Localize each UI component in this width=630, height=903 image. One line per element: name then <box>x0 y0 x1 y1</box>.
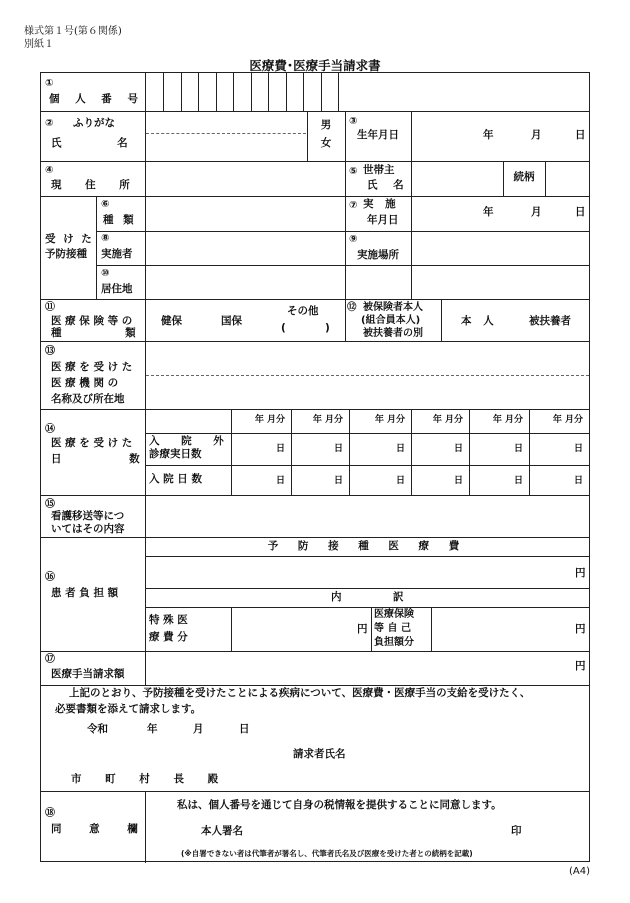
day-count-cell[interactable]: 日 <box>573 476 583 486</box>
impl-year-label: 年 <box>483 206 494 218</box>
self-burden-label-1: 医療保険 <box>374 609 414 620</box>
transport-label-2: いてはその内容 <box>51 523 125 535</box>
vaccination-group-label-1: 受 け た <box>45 233 94 245</box>
other-option[interactable]: その他 <box>287 305 319 317</box>
implementer-label: 実施者 <box>101 248 133 260</box>
consent-statement: 私は、個人番号を通じて自身の税情報を提供することに同意します。 <box>177 799 502 811</box>
outpatient-label-1: 入 院 外 <box>149 435 224 447</box>
row13-number: ⑬ <box>45 346 55 357</box>
transport-field[interactable] <box>146 496 589 536</box>
month-column-header: 年 月分 <box>312 415 343 425</box>
form-number: 様式第１号(第６関係) <box>24 26 122 37</box>
residence-label: 居住地 <box>101 283 133 295</box>
page-title: 医療費･医療手当請求書 <box>249 58 381 73</box>
insured-label-2: (組合員本人) <box>361 315 421 326</box>
other-paren-right: ) <box>325 322 330 334</box>
facility-label-1: 医 療 を 受 け た <box>51 361 133 373</box>
facility-label-3: 名称及び所在地 <box>51 393 125 405</box>
total-yen-label: 円 <box>575 567 586 579</box>
self-burden-label-3: 負担額分 <box>374 637 414 648</box>
implementation-place-field[interactable] <box>412 232 589 264</box>
self-burden-yen: 円 <box>575 623 586 635</box>
day-count-cell[interactable]: 日 <box>453 444 463 454</box>
kokuho-option[interactable]: 国保 <box>221 315 242 327</box>
paper-size: (A4) <box>568 866 590 877</box>
birth-day-label: 日 <box>575 129 586 141</box>
vaccination-medical-cost-heading: 予 防 接 種 医 療 費 <box>267 540 468 552</box>
self-signature-label: 本人署名 <box>201 825 243 837</box>
individual-number-label: 個 人 番 号 <box>49 93 144 105</box>
patient-burden-label: 患 者 負 担 額 <box>51 587 119 599</box>
claim-day-label: 日 <box>239 723 250 735</box>
day-count-cell[interactable]: 日 <box>275 476 285 486</box>
address-field[interactable] <box>146 162 344 195</box>
day-count-cell[interactable]: 日 <box>395 444 405 454</box>
allowance-field[interactable] <box>146 652 571 684</box>
statement-line-1: 上記のとおり、予防接種を受けたことによる疾病について、医療費・医療手当の支給を受けたく、 <box>69 687 531 699</box>
row9-number: ⑨ <box>349 234 358 245</box>
male-option[interactable]: 男 <box>320 119 332 131</box>
transport-label-1: 看護移送等につ <box>51 510 125 522</box>
claim-form <box>40 72 590 862</box>
claim-month-label: 月 <box>193 723 204 735</box>
breakdown-label-b: 訳 <box>393 591 404 603</box>
implementation-place-label: 実施場所 <box>357 249 399 261</box>
day-count-cell[interactable]: 日 <box>453 476 463 486</box>
claim-year-label: 年 <box>147 723 158 735</box>
implementer-field[interactable] <box>146 232 344 264</box>
row15-number: ⑮ <box>45 499 55 510</box>
impl-month-label: 月 <box>531 206 542 218</box>
row10-number: ⑩ <box>101 268 110 279</box>
address-label: 現 住 所 <box>51 179 130 191</box>
month-column-header: 年 月分 <box>552 415 583 425</box>
claimant-name-field[interactable] <box>356 743 581 763</box>
kenpo-option[interactable]: 健保 <box>161 315 182 327</box>
household-head-name-label: 氏 名 <box>367 179 404 191</box>
implementation-date-label-2: 年月日 <box>367 214 399 226</box>
dependent-option[interactable]: 被扶養者 <box>529 315 571 327</box>
days-label-2: 日 数 <box>51 453 140 465</box>
row16-number: ⑯ <box>45 572 55 583</box>
other-paren-left: ( <box>281 322 286 334</box>
furigana-label: ふりがな <box>73 117 115 129</box>
row4-number: ④ <box>45 165 54 176</box>
residence-field[interactable] <box>146 266 589 298</box>
claimant-name-label: 請求者氏名 <box>293 748 346 760</box>
day-count-cell[interactable]: 日 <box>395 476 405 486</box>
row3-number: ③ <box>349 116 358 127</box>
statement-line-2: 必要書類を添えて請求します。 <box>55 703 202 715</box>
birthdate-label: 生年月日 <box>357 129 399 141</box>
day-count-cell[interactable]: 日 <box>513 444 523 454</box>
insurance-type-label-1: 医 療 保 険 等 の <box>51 315 133 327</box>
day-count-cell[interactable]: 日 <box>275 444 285 454</box>
impl-day-label: 日 <box>575 206 586 218</box>
breakdown-label-a: 内 <box>331 591 342 603</box>
consent-label: 同 意 欄 <box>51 823 138 835</box>
individual-number-boxes[interactable] <box>146 73 338 110</box>
insured-label-3: 被扶養者の別 <box>363 328 423 339</box>
row17-number: ⑰ <box>45 654 55 665</box>
facility-label-2: 医 療 機 関 の <box>51 377 119 389</box>
row5-number: ⑤ <box>349 166 358 177</box>
day-count-cell[interactable]: 日 <box>333 444 343 454</box>
seal-label: 印 <box>511 825 522 837</box>
row12-number: ⑫ <box>347 302 357 313</box>
special-cost-label-2: 療 費 分 <box>149 631 188 643</box>
row2-number: ② <box>45 118 54 129</box>
self-burden-label-2: 等 自 己 <box>374 623 411 634</box>
day-count-cell[interactable]: 日 <box>333 476 343 486</box>
row1-number: ① <box>45 78 54 89</box>
attachment-label: 別紙１ <box>24 39 54 50</box>
row8-number: ⑧ <box>101 233 110 244</box>
vaccine-kind-label: 種 類 <box>103 214 134 226</box>
day-count-cell[interactable]: 日 <box>573 444 583 454</box>
self-option[interactable]: 本 人 <box>461 315 494 327</box>
special-cost-label-1: 特 殊 医 <box>149 614 188 626</box>
reiwa-label: 令和 <box>87 723 108 735</box>
total-amount-field[interactable] <box>146 557 571 587</box>
implementation-date-label-1: 実 施 <box>363 198 396 210</box>
special-cost-field[interactable] <box>232 608 354 650</box>
row7-number: ⑦ <box>349 200 358 211</box>
insured-label-1: 被保険者本人 <box>363 302 423 313</box>
birth-year-label: 年 <box>483 129 494 141</box>
name-field[interactable] <box>146 112 306 160</box>
month-column-header: 年 月分 <box>374 415 405 425</box>
inpatient-days-label: 入 院 日 数 <box>149 473 202 485</box>
signature-field[interactable] <box>256 821 501 841</box>
proxy-note: (※自署できない者は代筆者が署名し、代筆者氏名及び医療を受けた者との続柄を記載) <box>181 849 473 858</box>
insurance-type-label-2: 種 類 <box>51 327 136 339</box>
relation-field[interactable] <box>546 162 589 195</box>
relation-label: 続柄 <box>513 171 535 183</box>
month-column-header: 年 月分 <box>254 415 285 425</box>
row11-number: ⑪ <box>45 302 55 313</box>
outpatient-label-2: 診療実日数 <box>149 448 202 460</box>
mayor-label: 市 町 村 長 殿 <box>71 773 229 785</box>
female-option[interactable]: 女 <box>320 137 332 149</box>
row14-number: ⑭ <box>45 424 55 435</box>
household-head-field[interactable] <box>412 162 502 195</box>
month-column-header: 年 月分 <box>492 415 523 425</box>
birth-month-label: 月 <box>531 129 542 141</box>
row18-number: ⑱ <box>45 808 55 819</box>
special-cost-yen: 円 <box>357 623 368 635</box>
day-count-cell[interactable]: 日 <box>513 476 523 486</box>
month-column-header: 年 月分 <box>432 415 463 425</box>
name-label: 氏 名 <box>51 137 128 149</box>
facility-field[interactable] <box>146 342 589 408</box>
household-head-label: 世帯主 <box>363 164 395 176</box>
allowance-yen: 円 <box>575 660 586 672</box>
vaccination-group-label-2: 予防接種 <box>45 248 87 260</box>
vaccine-kind-field[interactable] <box>146 197 344 230</box>
row6-number: ⑥ <box>101 199 110 210</box>
self-burden-field[interactable] <box>432 608 572 650</box>
days-label-1: 医 療 を 受 け た <box>51 437 133 449</box>
allowance-claim-label: 医療手当請求額 <box>51 668 125 680</box>
